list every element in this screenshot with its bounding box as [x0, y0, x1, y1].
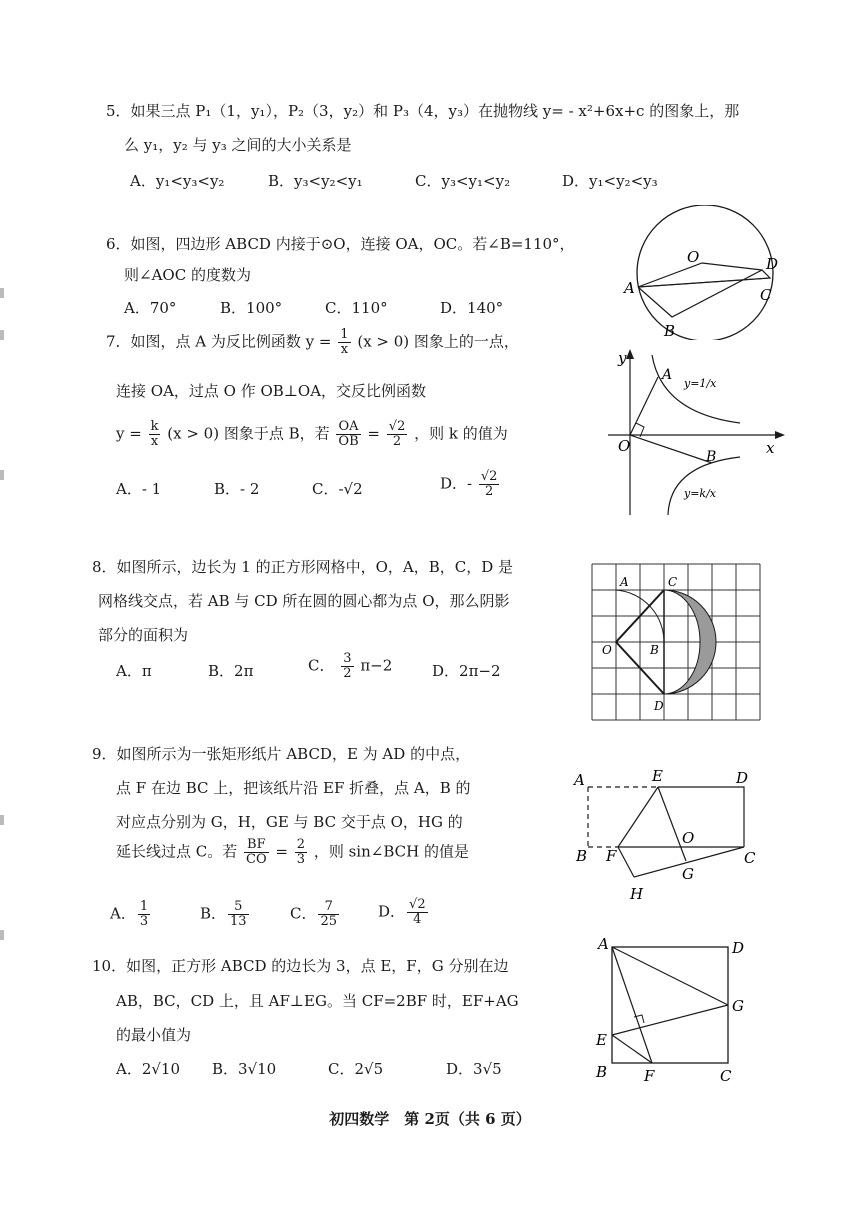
- q9-line3: 对应点分别为 G，H，GE 与 BC 交于点 O，HG 的: [116, 813, 463, 831]
- fraction: $\frac{2}{3}$: [296, 837, 306, 867]
- q8-option-a[interactable]: A．π: [116, 662, 152, 680]
- q8-option-d[interactable]: D．2π−2: [432, 662, 501, 680]
- q7-line1: 7．如图，点 A 为反比例函数 y = $\frac{1}{x}$ (x > 0) 图象上的一点，: [106, 327, 519, 357]
- q5-option-d[interactable]: D．y₁<y₂<y₃: [562, 172, 658, 190]
- q7-label-y: y: [618, 349, 627, 367]
- fraction: $\frac{BF}{CO}$: [246, 837, 267, 867]
- q8-line1: 8．如图所示，边长为 1 的正方形网格中，O，A，B，C，D 是: [92, 558, 514, 576]
- binding-mark: [0, 288, 4, 298]
- q8-line2: 网格线交点，若 AB 与 CD 所在圆的圆心都为点 O，那么阴影: [98, 592, 510, 610]
- q9-label-e: E: [652, 767, 663, 785]
- q6-option-c[interactable]: C．110°: [325, 299, 388, 317]
- q9-label-f: F: [606, 847, 617, 865]
- q5-option-b[interactable]: B．y₃<y₂<y₁: [268, 172, 363, 190]
- q8-label-d: D: [654, 699, 664, 713]
- q8-label-a: A: [620, 575, 629, 589]
- fraction: $\frac{k}{x}$: [150, 419, 159, 449]
- q10-label-g: G: [732, 997, 744, 1015]
- binding-mark: [0, 930, 4, 940]
- q10-square-figure: [590, 935, 760, 1085]
- q6-option-b[interactable]: B．100°: [220, 299, 283, 317]
- q6-option-a[interactable]: A．70°: [124, 299, 177, 317]
- binding-mark: [0, 330, 4, 340]
- q9-option-a[interactable]: A． $\frac{1}{3}$: [110, 899, 149, 929]
- q6-line2: 则∠AOC 的度数为: [124, 266, 251, 284]
- q7-option-a[interactable]: A．- 1: [116, 480, 162, 498]
- q9-rectangle-figure: [570, 765, 770, 905]
- q7-label-f2: y=k/x: [684, 487, 717, 500]
- q10-option-c[interactable]: C．2√5: [328, 1060, 384, 1078]
- q7-graph-figure: [600, 345, 790, 520]
- q10-line3: 的最小值为: [116, 1026, 192, 1044]
- q9-line4: 延长线过点 C。若 $\frac{BF}{CO}$ = $\frac{2}{3}$ ，则 sin∠BCH 的值是: [116, 837, 469, 867]
- q9-label-h: H: [630, 885, 644, 903]
- q6-label-o: O: [687, 248, 700, 266]
- q9-label-c: C: [744, 849, 756, 867]
- q9-option-d[interactable]: D． $\frac{√2}{4}$: [378, 897, 426, 927]
- q9-label-g: G: [682, 865, 694, 883]
- q7-label-x: x: [766, 439, 775, 457]
- q7-line3: y = $\frac{k}{x}$ (x > 0) 图象于点 B，若 $\frac{OA}{OB}$ = $\frac{√2}{2}$ ，则 k 的值为: [116, 419, 508, 449]
- binding-mark: [0, 815, 4, 825]
- q8-label-o: O: [602, 643, 612, 657]
- q8-grid-figure: [588, 560, 766, 725]
- q5-line2: 么 y₁，y₂ 与 y₃ 之间的大小关系是: [124, 136, 352, 154]
- q9-label-o: O: [682, 829, 695, 847]
- fraction: $\frac{3}{2}$: [343, 651, 352, 681]
- q9-option-b[interactable]: B． $\frac{5}{13}$: [200, 899, 247, 929]
- q9-label-a: A: [574, 771, 585, 789]
- q6-label-a: A: [624, 279, 635, 297]
- q9-line1: 9．如图所示为一张矩形纸片 ABCD，E 为 AD 的中点，: [92, 745, 471, 763]
- q5-option-a[interactable]: A．y₁<y₃<y₂: [130, 172, 225, 190]
- q8-label-b: B: [650, 643, 659, 657]
- q6-circle-figure: [610, 205, 800, 340]
- q5-option-c[interactable]: C．y₃<y₁<y₂: [415, 172, 511, 190]
- q7-line2: 连接 OA，过点 O 作 OB⊥OA，交反比例函数: [116, 382, 427, 400]
- q10-line2: AB，BC，CD 上，且 AF⊥EG。当 CF=2BF 时，EF+AG: [116, 992, 519, 1010]
- q7-label-a: A: [662, 367, 673, 383]
- q10-label-e: E: [596, 1031, 607, 1049]
- q7-label-f1: y=1/x: [684, 377, 717, 390]
- q6-label-d: D: [766, 255, 779, 273]
- q6-option-d[interactable]: D．140°: [440, 299, 504, 317]
- q9-label-d: D: [736, 769, 749, 787]
- q7-label-o: O: [618, 437, 631, 455]
- q10-option-d[interactable]: D．3√5: [446, 1060, 502, 1078]
- q7-option-d[interactable]: D．- $\frac{√2}{2}$: [440, 469, 498, 499]
- q6-label-b: B: [664, 322, 676, 340]
- fraction: $\frac{√2}{2}$: [388, 419, 406, 449]
- q10-option-a[interactable]: A．2√10: [116, 1060, 181, 1078]
- q10-label-b: B: [596, 1063, 608, 1081]
- fraction: $\frac{OA}{OB}$: [338, 419, 359, 449]
- q8-option-b[interactable]: B．2π: [208, 662, 254, 680]
- q10-label-a: A: [598, 935, 609, 953]
- fraction: $\frac{1}{x}$: [340, 327, 349, 357]
- q9-label-b: B: [576, 847, 588, 865]
- q10-label-f: F: [644, 1067, 655, 1085]
- q7-option-b[interactable]: B．- 2: [214, 480, 260, 498]
- q7-label-b: B: [706, 449, 717, 465]
- q8-label-c: C: [668, 575, 678, 589]
- q10-option-b[interactable]: B．3√10: [212, 1060, 277, 1078]
- q10-label-c: C: [720, 1067, 732, 1085]
- q10-label-d: D: [732, 939, 745, 957]
- page-footer: 初四数学 第 2页（共 6 页）: [329, 1110, 531, 1128]
- q6-label-c: C: [760, 286, 772, 304]
- binding-mark: [0, 470, 4, 480]
- q7-option-c[interactable]: C．-√2: [312, 480, 363, 498]
- q6-line1: 6．如图，四边形 ABCD 内接于⊙O，连接 OA，OC。若∠B=110°，: [106, 235, 575, 253]
- q9-line2: 点 F 在边 BC 上，把该纸片沿 EF 折叠，点 A，B 的: [116, 779, 471, 797]
- q10-line1: 10．如图，正方形 ABCD 的边长为 3，点 E，F，G 分别在边: [92, 957, 509, 975]
- q8-option-c[interactable]: C． $\frac{3}{2}$ π−2: [308, 651, 393, 681]
- q9-option-c[interactable]: C． $\frac{7}{25}$: [290, 899, 338, 929]
- fraction: $\frac{√2}{2}$: [480, 469, 498, 499]
- q5-line1: 5．如果三点 P₁（1，y₁），P₂（3，y₂）和 P₃（4，y₃）在抛物线 y= - x²+6x+c 的图象上，那: [106, 102, 740, 120]
- q8-line3: 部分的面积为: [98, 626, 189, 644]
